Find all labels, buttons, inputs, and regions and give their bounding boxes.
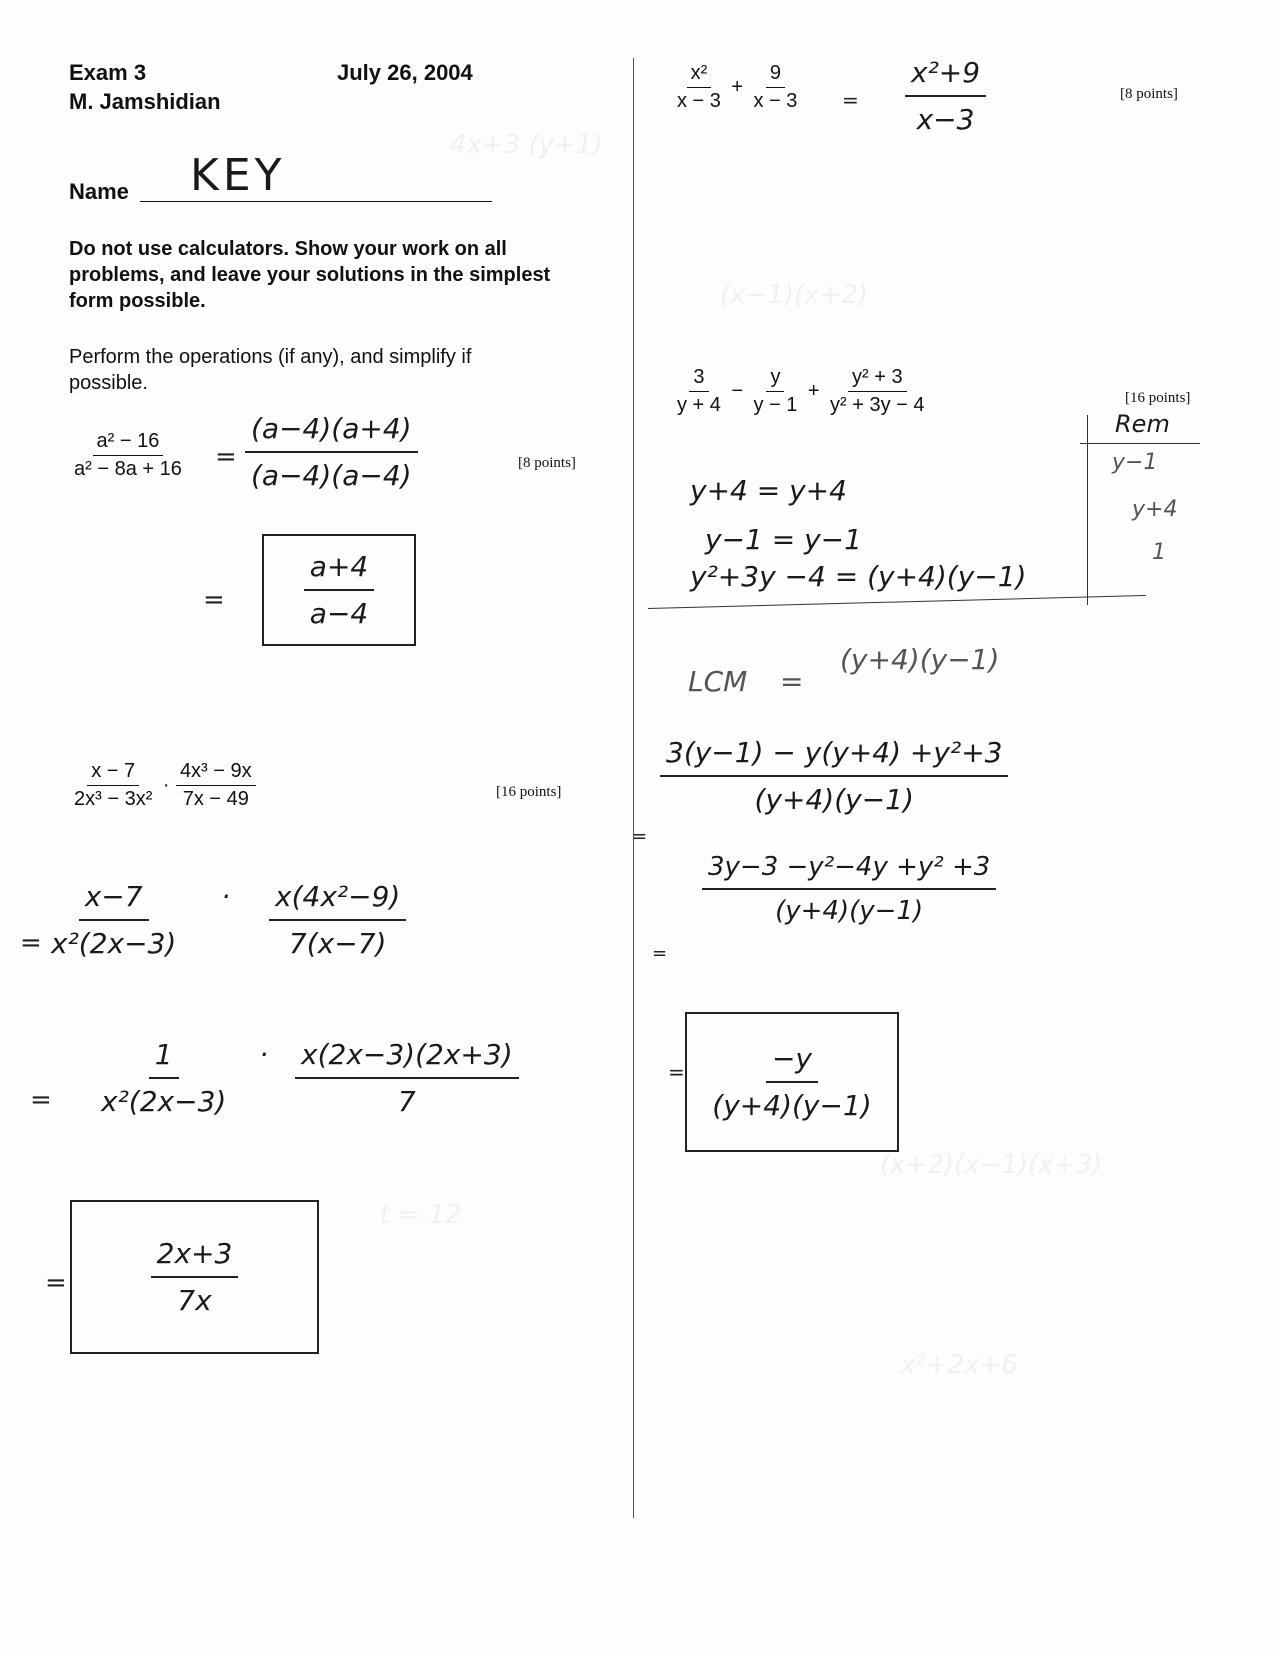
exam-title: Exam 3	[69, 60, 147, 85]
problem3-term2-numerator: 9	[766, 62, 785, 88]
problem4-answer-numerator: −y	[766, 1042, 818, 1083]
problem2-step1-f1-numerator: x−7	[79, 880, 149, 921]
problem4-step2	[702, 852, 996, 926]
problem4-term3-numerator: y² + 3	[848, 366, 907, 392]
problem1-work-denominator: (a−4)(a−4)	[251, 459, 412, 492]
problem4-answer-box	[685, 1012, 899, 1152]
rem-label: Rem	[1115, 410, 1170, 438]
problem1-work	[245, 412, 418, 492]
problem2-step1-f1-denominator: x²(2x−3)	[51, 927, 177, 960]
problem2-answer-denominator: 7x	[177, 1284, 212, 1317]
lcm-label: LCM	[688, 665, 748, 698]
problem2-points: [16 points]	[496, 784, 562, 800]
bleed-through-text: t = 12	[380, 1200, 462, 1230]
problem4-term1-denominator: y + 4	[677, 394, 721, 416]
equals-sign: =	[668, 1060, 685, 1084]
problem2-factor2-numerator: 4x³ − 9x	[176, 760, 256, 786]
problem2-answer-box	[70, 1200, 319, 1354]
rem-quotient: y+4	[1132, 497, 1178, 522]
problem3-term1-denominator: x − 3	[677, 90, 721, 112]
column-divider	[633, 58, 634, 1518]
problem4-step2-denominator: (y+4)(y−1)	[775, 896, 924, 926]
rem-top-line	[1080, 443, 1200, 444]
lcm-separator-line	[648, 595, 1146, 609]
problem2-expression	[70, 760, 256, 811]
instructor-name: M. Jamshidian	[69, 89, 221, 114]
problem1-denominator: a² − 8a + 16	[74, 458, 182, 480]
problem4-step1	[660, 736, 1008, 816]
name-line	[140, 201, 492, 202]
problem2-answer-numerator: 2x+3	[151, 1237, 239, 1278]
problem1-points: [8 points]	[518, 455, 576, 471]
rem-divisor: y−1	[1112, 450, 1158, 475]
bleed-through-text: (x+2)(x−1)(x+3)	[880, 1150, 1103, 1180]
equals-sign: =	[20, 928, 42, 958]
factor-line-1: y+4 = y+4	[690, 474, 847, 507]
problem2-step1: $\frac{x-7}{\text{x²(2x−3)}}$ · $\frac{\text{x(4x²−9)}}{7(x-7)}$	[45, 880, 406, 960]
problem4-term2-denominator: y − 1	[753, 394, 798, 416]
multiply-dot: ·	[162, 774, 170, 796]
exam-date: July 26, 2004	[337, 60, 473, 85]
bleed-through-text: (x−1)(x+2)	[720, 280, 869, 310]
problem4-points: [16 points]	[1125, 390, 1191, 406]
problem4-expression	[673, 366, 929, 417]
problem2-step2-f2-numerator: x(2x−3)(2x+3)	[295, 1038, 519, 1079]
bleed-through-text: 4x+3 (y+1)	[450, 130, 603, 160]
problem2-step1-f2-denominator: 7(x−7)	[288, 927, 387, 960]
problem2-step2: $\frac{1}{\text{x²(2x−3)}}$ · $\frac{x(2x-3)(2x+3)}{7}$	[95, 1038, 519, 1118]
equals-sign: =	[780, 665, 804, 698]
problem4-step1-numerator: 3(y−1) − y(y+4) +y²+3	[660, 736, 1008, 777]
equals-sign: =	[652, 943, 668, 964]
problem4-term3-denominator: y² + 3y − 4	[830, 394, 925, 416]
problem1-expression	[70, 430, 186, 481]
equals-sign: =	[632, 826, 648, 847]
factor-line-3: y²+3y −4 = (y+4)(y−1)	[690, 560, 1027, 593]
equals-sign: =	[203, 585, 225, 615]
problem4-step2-numerator: 3y−3 −y²−4y +y² +3	[702, 852, 996, 890]
rem-value: 1	[1152, 540, 1166, 565]
problem3-expression	[673, 62, 801, 113]
problem1-answer-numerator: a+4	[304, 550, 374, 591]
problem1-answer-box	[262, 534, 416, 646]
problem2-step2-f1-denominator: x²(2x−3)	[101, 1085, 227, 1118]
problem3-points: [8 points]	[1120, 86, 1178, 102]
plus-sign: +	[731, 76, 744, 98]
problem1-answer-denominator: a−4	[309, 597, 369, 630]
problem1-numerator: a² − 16	[93, 430, 164, 456]
lcm-value: (y+4)(y−1)	[840, 643, 1000, 676]
instructions: Do not use calculators. Show your work on all problems, and leave your solutions in the simplest form possible.	[69, 238, 551, 312]
equals-sign: =	[215, 442, 237, 472]
problem3-answer-numerator: x²+9	[905, 56, 986, 97]
problem-prompt: Perform the operations (if any), and simplify if possible.	[69, 346, 472, 394]
factor-line-2: y−1 = y−1	[705, 523, 862, 556]
plus-sign: +	[807, 380, 820, 402]
problem3-term2-denominator: x − 3	[753, 90, 798, 112]
problem4-term2-numerator: y	[766, 366, 784, 392]
problem3-answer	[905, 56, 986, 136]
equals-sign: =	[842, 88, 859, 112]
problem4-answer-denominator: (y+4)(y−1)	[712, 1089, 872, 1122]
name-answer-handwritten: KEY	[190, 150, 286, 201]
bleed-through-text: x²+2x+6	[900, 1350, 1018, 1380]
problem4-term1-numerator: 3	[689, 366, 708, 392]
problem1-work-numerator: (a−4)(a+4)	[245, 412, 418, 453]
name-label: Name	[69, 179, 129, 204]
problem2-factor2-denominator: 7x − 49	[182, 788, 249, 810]
problem2-factor1-numerator: x − 7	[87, 760, 139, 786]
equals-sign: =	[30, 1085, 52, 1115]
problem4-step1-denominator: (y+4)(y−1)	[754, 783, 914, 816]
problem2-factor1-denominator: 2x³ − 3x²	[74, 788, 153, 810]
problem2-step2-f1-numerator: 1	[149, 1038, 179, 1079]
problem3-answer-denominator: x−3	[916, 103, 975, 136]
equals-sign: =	[45, 1268, 67, 1298]
problem2-step2-f2-denominator: 7	[397, 1085, 416, 1118]
problem3-term1-numerator: x²	[687, 62, 712, 88]
minus-sign: −	[731, 380, 744, 402]
problem2-step1-f2-numerator: x(4x²−9)	[269, 880, 406, 921]
